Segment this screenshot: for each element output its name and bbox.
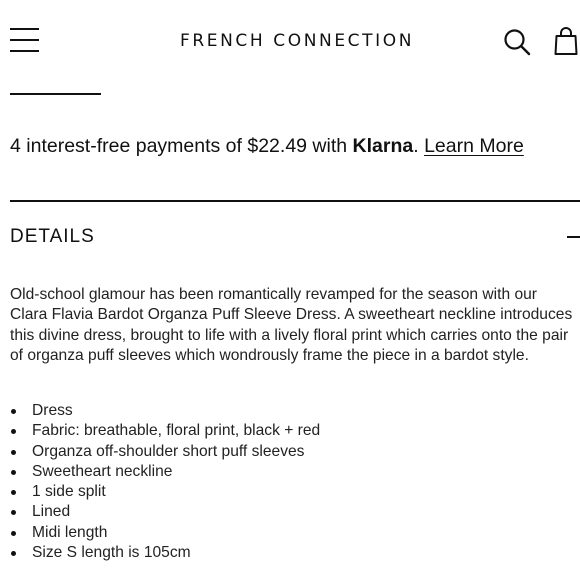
list-item: Fabric: breathable, floral print, black + red: [10, 421, 570, 441]
shopping-bag-icon-graphic: [554, 26, 578, 56]
section-divider-short: [10, 93, 101, 95]
product-description: Old-school glamour has been romantically revamped for the season with our Clara Flavia Bardot Organza Puff Sleeve Dress. A sweetheart neckline introduces this divine dress, brought to life with a lively floral print which carries onto the pair of organza puff sleeves which wondrously frame the piece in a bardot style.: [10, 286, 573, 365]
menu-bar: [10, 50, 39, 52]
product-features-list: [10, 401, 570, 563]
minus-icon[interactable]: [567, 236, 580, 238]
hamburger-menu-icon[interactable]: [10, 28, 40, 54]
list-item: Lined: [10, 502, 570, 522]
shopping-bag-icon[interactable]: [554, 26, 578, 56]
site-header: [0, 0, 580, 82]
klarna-separator: .: [413, 135, 419, 157]
learn-more-link[interactable]: Learn More: [424, 135, 524, 157]
list-item: 1 side split: [10, 482, 570, 502]
brand-logo[interactable]: FRENCH CONNECTION: [179, 31, 415, 51]
list-item: Sweetheart neckline: [10, 462, 570, 482]
list-item: Midi length: [10, 523, 570, 543]
klarna-brand: Klarna: [352, 135, 414, 157]
klarna-payment-message: [10, 135, 575, 158]
klarna-text: 4 interest-free payments of $22.49 with: [10, 135, 353, 157]
list-item: Size S length is 105cm: [10, 543, 570, 563]
list-item: Organza off-shoulder short puff sleeves: [10, 442, 570, 462]
search-icon-graphic: [503, 28, 531, 56]
search-icon[interactable]: [503, 28, 531, 56]
menu-bar: [10, 39, 39, 41]
menu-bar: [10, 28, 39, 30]
list-item: Dress: [10, 401, 570, 421]
details-accordion-header[interactable]: [10, 222, 580, 254]
details-title: DETAILS: [10, 226, 95, 247]
details-divider: [10, 200, 580, 202]
